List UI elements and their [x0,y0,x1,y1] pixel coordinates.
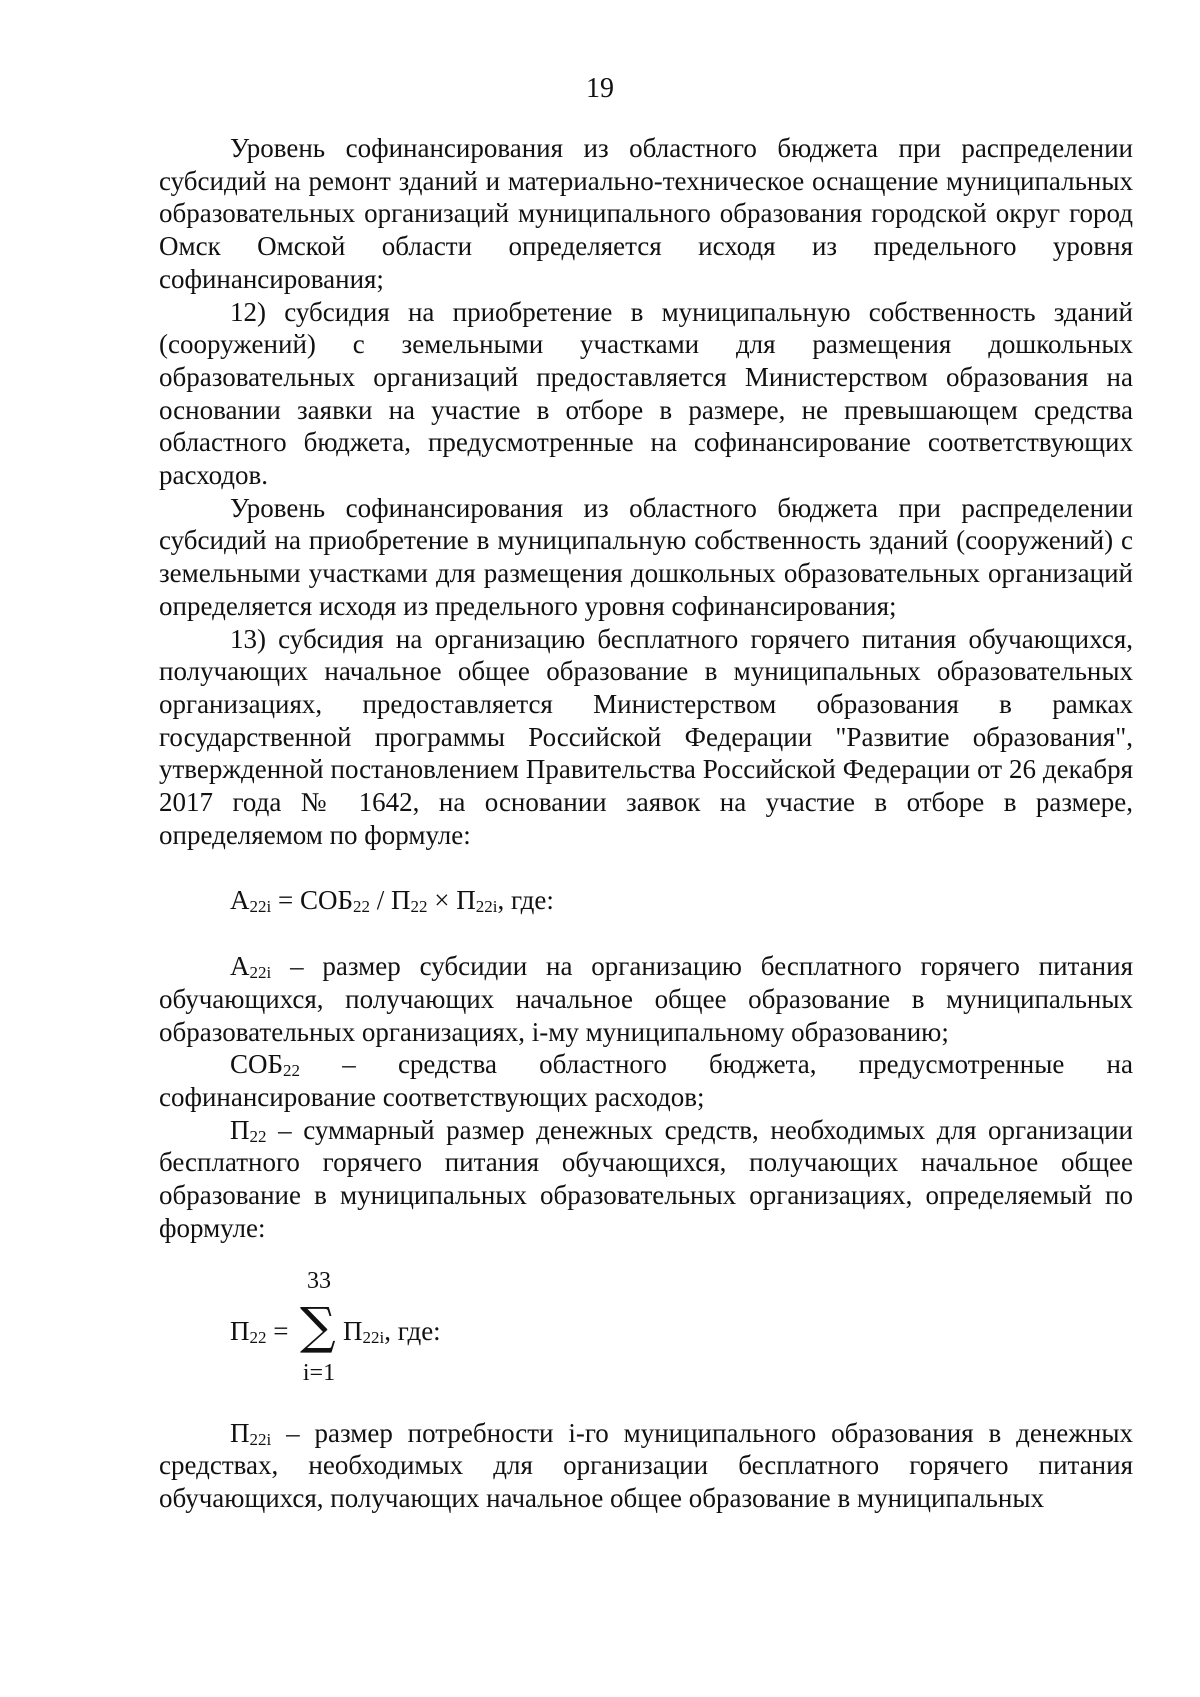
sum-lhs: $П_{22}$ = [230,1315,289,1347]
sigma-icon: ∑ [300,1296,336,1355]
paragraph-item-13: 13) субсидия на организацию бесплатного горячего питания обучающихся, получающих начальное общее образование в муниципальных образовательных организациях, предоставляется Министерством образования в рамках государственной программы Российской Федерации "Развитие образования", утвержденной постановлением Правительства Российской Федерации от 26 декабря 2017 года № 1642, на основании заявок на участие в отборе в размере, определяемом по формуле: [159,623,1133,850]
page-number: 19 [586,73,614,104]
paragraph-cofinancing-buildings: Уровень софинансирования из областного бюджета при распределении субсидий на приобретение в муниципальную собственность зданий (сооружений) с земельными участками для размещения дошкольных образовательных организаций определяется исходя из предельного уровня софинансирования; [159,492,1133,621]
definition-p22: $П_{22}$ – суммарный размер денежных средств, необходимых для организации бесплатного горячего питания обучающихся, получающих начальное общее образование в муниципальных образовательных организациях, определяемый по формуле: [159,1114,1133,1243]
paragraph-cofinancing-repair: Уровень софинансирования из областного бюджета при распределении субсидий на ремонт зданий и материально-техническое оснащение муниципальных образовательных организаций муниципального образования городской округ город Омск Омской области определяется исходя из предельного уровня софинансирования; [159,133,1133,294]
formula-sum-p22 [159,1267,1133,1399]
definition-p22i: $П_{22i}$ – размер потребности i-го муниципального образования в денежных средствах, необходимых для организации бесплатного горячего питания обучающихся, получающих начальное общее образование в муниципальных [159,1417,1133,1513]
paragraph-item-12: 12) субсидия на приобретение в муниципальную собственность зданий (сооружений) с земельными участками для размещения дошкольных образовательных организаций предоставляется Министерством образования на основании заявки на участие в отборе в размере, не превышающем средства областного бюджета, предусмотренные на софинансирование соответствующих расходов. [159,296,1133,491]
sum-upper-limit: 33 [307,1267,331,1294]
definition-a22i: $А_{22i}$ – размер субсидии на организацию бесплатного горячего питания обучающихся, получающих начальное общее образование в муниципальных образовательных организациях, i-му муниципальному образованию; [159,951,1133,1047]
sum-lower-limit: i=1 [302,1359,336,1386]
formula-subsidy-size: $А_{22i} = СОБ_{22} / П_{22} \times П_{22i}$, где: [230,885,554,917]
sum-rhs: $П_{22i}$, где: [343,1315,441,1347]
definition-sob22: $СОБ_{22}$ – средства областного бюджета, предусмотренные на софинансирование соответствующих расходов; [159,1049,1133,1112]
document-body [159,132,1133,1515]
